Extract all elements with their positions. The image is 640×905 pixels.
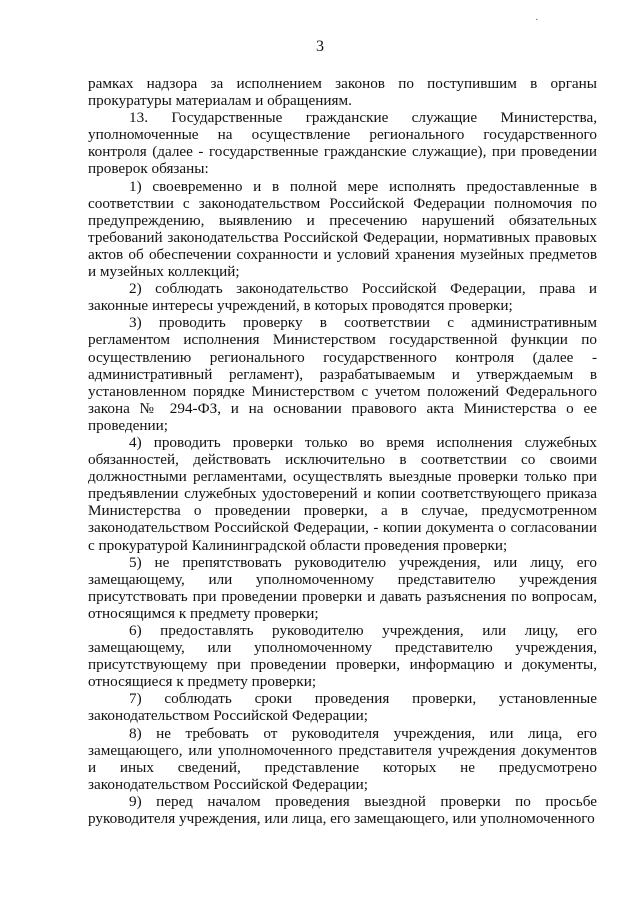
page-number: 3 xyxy=(316,38,324,55)
scan-speck: · xyxy=(535,14,539,26)
paragraph-continuation: рамках надзора за исполнением законов по поступившим в органы прокуратуры материалам и обращениям. xyxy=(88,75,597,110)
list-item-3: 3) проводить проверку в соответствии с административным регламентом исполнения Министерством государственной функции по осуществлению регионального государственного контроля (далее - административный регламент), разрабатываемым и утверждаемым в установленном порядке Министерством с учетом положений Федерального закона № 294-ФЗ, и на основании правового акта Министерства о ее проведении; xyxy=(88,314,597,434)
list-item-1: 1) своевременно и в полной мере исполнять предоставленные в соответствии с законодательством Российской Федерации полномочия по предупреждению, выявлению и пресечению нарушений обязательных требований законодательства Российской Федерации, нормативных правовых актов об обеспечении сохранности и условий хранения музейных предметов и музейных коллекций; xyxy=(88,177,597,281)
list-item-8: 8) не требовать от руководителя учреждения, или лица, его замещающего, или уполномоченного представителя учреждения документов и иных сведений, представление которых не предусмотрено законодательством Российской Федерации; xyxy=(88,724,597,793)
list-item-9: 9) перед началом проведения выездной проверки по просьбе руководителя учреждения, или лица, его замещающего, или уполномоченного xyxy=(88,792,597,828)
list-item-2: 2) соблюдать законодательство Российской Федерации, права и законные интересы учреждений, в которых проводятся проверки; xyxy=(88,280,597,315)
paragraph-13: 13. Государственные гражданские служащие Министерства, уполномоченные на осуществление регионального государственного контроля (далее - государственные гражданские служащие), при проведении проверок обязаны: xyxy=(88,109,597,178)
list-item-7: 7) соблюдать сроки проведения проверки, установленные законодательством Российской Федерации; xyxy=(88,690,597,725)
page-body xyxy=(88,75,597,827)
list-item-4: 4) проводить проверки только во время исполнения служебных обязанностей, действовать исключительно в соответствии со своими должностными регламентами, осуществлять выездные проверки только при предъявлении служебных удостоверений и копии соответствующего приказа Министерства о проведении проверки, а в случае, предусмотренном законодательством Российской Федерации, - копии документа о согласовании с прокуратурой Калининградской области проведения проверки; xyxy=(88,433,597,554)
list-item-5: 5) не препятствовать руководителю учреждения, или лицу, его замещающему, или уполномоченному представителю учреждения присутствовать при проведении проверки и давать разъяснения по вопросам, относящимся к предмету проверки; xyxy=(88,553,597,622)
list-item-6: 6) предоставлять руководителю учреждения, или лицу, его замещающему, или уполномоченному представителю учреждения, присутствующему при проведении проверки, информацию и документы, относящиеся к предмету проверки; xyxy=(88,622,597,691)
